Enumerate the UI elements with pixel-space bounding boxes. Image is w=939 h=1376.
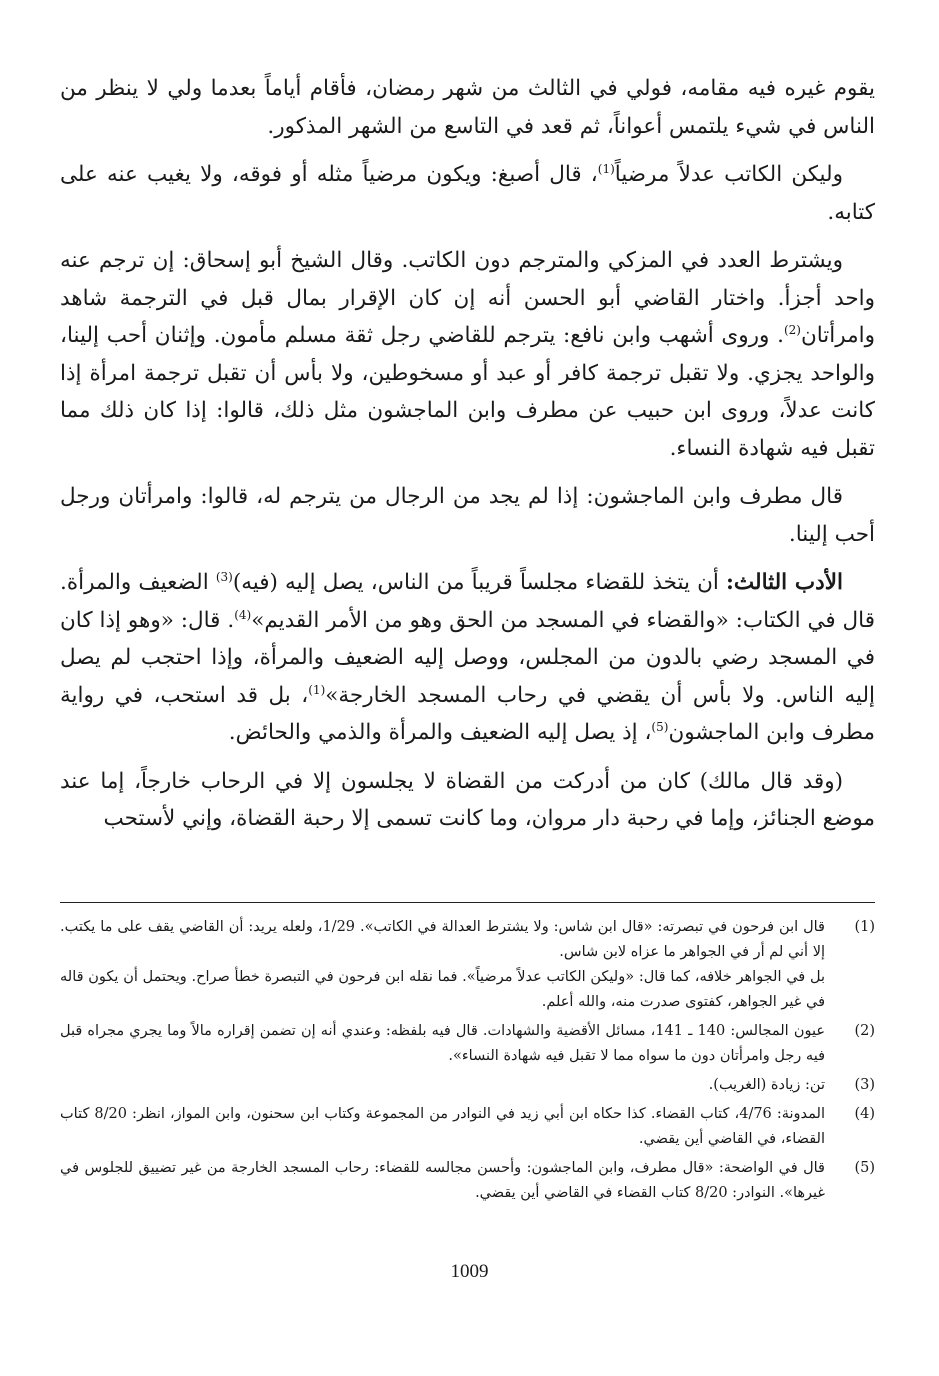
paragraph-text: . وروى أشهب وابن نافع: يترجم للقاضي رجل ثقة مسلم مأمون. وإثنان أحب إلينا، والواحد يجزي. ولا تقبل ترجمة كافر أو عبد أو مسخوطين، ولا بأس أن تقبل ترجمة امرأة إذا كانت عدلاً، وروى ابن حبيب عن مطرف وابن الماجشون مثل ذلك، قالوا: إذا كان ذلك مما تقبل فيه شهادة النساء. — [60, 323, 875, 461]
footnote-text: قال ابن فرحون في تبصرته: «قال ابن شاس: ولا يشترط العدالة في الكاتب». 1/29، ولعله يريد: أن القاضي يقف على ما يكتب. إلا أني لم أر في الجواهر ما عزاه لابن شاس. — [60, 919, 825, 960]
paragraph-text: الضعيف والمرأة. قال في الكتاب: «والقضاء في المسجد من الحق وهو من الأمر القديم» — [60, 570, 875, 633]
footnote-ref[interactable]: (1) — [597, 161, 615, 176]
section-heading: الأدب الثالث: — [725, 570, 843, 595]
paragraph-text: يقوم غيره فيه مقامه، فولي في الثالث من شهر رمضان، فأقام أياماً بعدما ولي لا ينظر من الناس في شيء يلتمس أعواناً، ثم قعد في التاسع من الشهر المذكور. — [60, 76, 875, 139]
paragraph-4 — [60, 478, 875, 553]
page-number: 1009 — [450, 1261, 489, 1282]
footnote-text: بل في الجواهر خلافه، كما قال: «وليكن الكاتب عدلاً مرضياً». فما نقله ابن فرحون في التبصرة خطأ صراح. ويحتمل أن يكون قاله في غير الجواهر، كفتوى صدرت منه، والله أعلم. — [60, 969, 825, 1010]
paragraph-text: (وقد قال مالك) كان من أدركت من القضاة لا يجلسون إلا في الرحاب خارجاً، إما عند موضع الجنائز، وإما في رحبة دار مروان، وما كانت تسمى إلا رحبة القضاة، وإني لأستحب — [60, 768, 875, 831]
page-content — [60, 70, 875, 1201]
footnote-ref[interactable]: (3) — [215, 569, 233, 584]
paragraph-text: ، إذ يصل إليه الضعيف والمرأة والذمي والحائض. — [228, 720, 652, 745]
footnote-text: المدونة: 4/76، كتاب القضاء. كذا حكاه ابن أبي زيد في النوادر من المجموعة وكتاب ابن سحنون، وابن المواز، انظر: 8/20 كتاب القضاء، في القاضي أين يقضي. — [60, 1106, 825, 1147]
footnote-number: (2) — [854, 1023, 875, 1039]
footnote-divider — [60, 902, 875, 903]
paragraph-5 — [60, 564, 875, 752]
footnote-number: (4) — [854, 1106, 875, 1122]
paragraph-1 — [60, 70, 875, 145]
paragraph-text: قال مطرف وابن الماجشون: إذا لم يجد من الرجال من يترجم له، قالوا: وامرأتان ورجل أحب إلينا. — [60, 484, 875, 547]
footnote-ref[interactable]: (4) — [234, 607, 252, 622]
footnote-ref[interactable]: (5) — [651, 719, 669, 734]
footnote-5 — [60, 1156, 875, 1206]
paragraph-text: ، بل قد استحب، في رواية مطرف وابن الماجشون — [60, 682, 875, 745]
paragraph-2 — [60, 156, 875, 231]
footnote-4 — [60, 1102, 875, 1152]
main-text — [60, 70, 875, 838]
footnotes — [60, 915, 875, 1210]
paragraph-3 — [60, 242, 875, 467]
footnote-text: تن: زيادة (الغريب). — [708, 1077, 825, 1093]
footnote-number: (3) — [854, 1077, 875, 1093]
footnote-2 — [60, 1019, 875, 1069]
paragraph-text: ويشترط العدد في المزكي والمترجم دون الكاتب. وقال الشيخ أبو إسحاق: إن ترجم عنه واحد أجزأ. واختار القاضي أبو الحسن أنه إن كان الإقرار بمال قبل في الترجمة شاهد وامرأتان — [60, 248, 875, 348]
footnote-text: عيون المجالس: 140 ـ 141، مسائل الأقضية والشهادات. قال فيه بلفظه: وعندي أنه إن تضمن إقراره مالاً وما يجري مجراه قبل فيه رجل وامرأتان دون ما سواه مما لا تقبل فيه شهادة النساء». — [60, 1023, 826, 1064]
paragraph-text: ، قال أصبغ: ويكون مرضياً مثله أو فوقه، ولا يغيب عنه على كتابه. — [60, 162, 875, 225]
footnote-number: (1) — [854, 919, 875, 935]
paragraph-text: وليكن الكاتب عدلاً مرضياً — [614, 162, 843, 187]
footnote-text: قال في الواضحة: «قال مطرف، وابن الماجشون: وأحسن مجالسه للقضاء: رحاب المسجد الخارجة من غير تضييق للجلوس في غيرها». النوادر: 8/20 كتاب القضاء في القاضي أين يقضي. — [60, 1160, 825, 1201]
footnote-ref[interactable]: (2) — [783, 322, 801, 337]
footnote-ref[interactable]: (1) — [308, 682, 326, 697]
footnote-number: (5) — [854, 1160, 875, 1176]
paragraph-text: أن يتخذ للقضاء مجلساً قريباً من الناس، يصل إليه (فيه) — [232, 570, 726, 595]
footnote-1 — [60, 915, 875, 1015]
paragraph-text: . قال: «وهو إذا كان في المسجد رضي بالدون من المجلس، ووصل إليه الضعيف والمرأة، وإذا احتجب لم يصل إليه الناس. ولا بأس أن يقضي في رحاب المسجد الخارجة» — [60, 607, 875, 708]
footnote-3 — [60, 1073, 875, 1098]
paragraph-6 — [60, 763, 875, 838]
